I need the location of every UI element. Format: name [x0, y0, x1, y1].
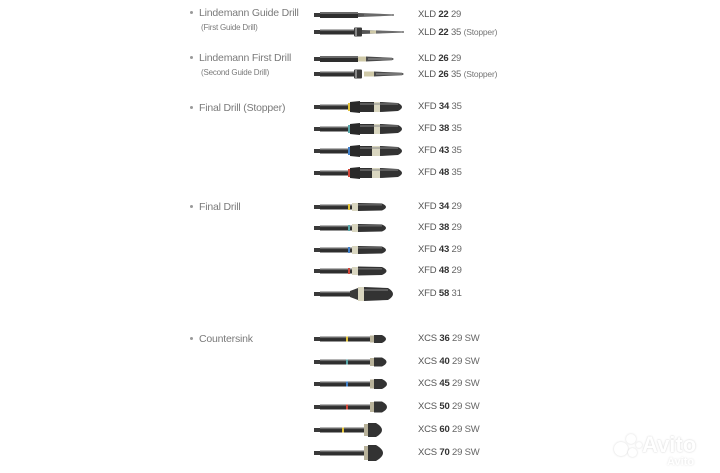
- group-label-countersink: [190, 333, 253, 346]
- list-item: [314, 377, 514, 391]
- bullet-icon: [190, 106, 193, 109]
- product-code: XFD 43 35: [418, 145, 462, 156]
- final-drill-stopper-icon: [314, 144, 406, 158]
- watermark-text-small: Avito: [667, 456, 695, 468]
- group-title: Countersink: [199, 333, 253, 345]
- product-code: XFD 58 31: [418, 288, 462, 299]
- first-drill-icon: [314, 54, 406, 64]
- product-code: XFD 48 29: [418, 265, 462, 276]
- product-code: XFD 34 29: [418, 201, 462, 212]
- final-drill-icon: [314, 200, 406, 214]
- group-label-lindemann-guide-drill: [190, 7, 299, 33]
- list-item: [314, 100, 514, 114]
- product-code: XFD 34 35: [418, 101, 462, 112]
- product-code: XCS 36 29 SW: [418, 333, 480, 344]
- list-item: [314, 67, 514, 81]
- countersink-icon: [314, 400, 406, 414]
- product-code: XCS 40 29 SW: [418, 356, 480, 367]
- list-item: [314, 200, 514, 214]
- guide-drill-stopper-icon: [314, 27, 406, 37]
- product-code: XCS 50 29 SW: [418, 401, 480, 412]
- group-subtitle: (First Guide Drill): [201, 23, 258, 32]
- group-label-final-drill-stopper: [190, 102, 285, 115]
- product-code: XFD 38 29: [418, 222, 462, 233]
- bullet-icon: [190, 337, 193, 340]
- product-code: XLD 22 35 (Stopper): [418, 27, 498, 38]
- list-item: [314, 287, 514, 301]
- group-title: Final Drill (Stopper): [199, 102, 286, 114]
- product-code: XFD 48 35: [418, 167, 462, 178]
- bullet-icon: [190, 11, 193, 14]
- final-drill-icon: [314, 221, 406, 235]
- countersink-icon: [314, 377, 406, 391]
- list-item: [314, 221, 514, 235]
- final-drill-stopper-icon: [314, 100, 406, 114]
- list-item: [314, 166, 514, 180]
- list-item: [314, 423, 514, 437]
- list-item: [314, 25, 514, 39]
- avito-watermark: [612, 432, 712, 468]
- list-item: [314, 400, 514, 414]
- final-drill-stopper-icon: [314, 166, 406, 180]
- list-item: [314, 332, 514, 346]
- list-item: [314, 243, 514, 257]
- product-code: XLD 26 29: [418, 53, 462, 64]
- bullet-icon: [190, 56, 193, 59]
- list-item: [314, 144, 514, 158]
- product-code: XFD 38 35: [418, 123, 462, 134]
- list-item: [314, 446, 514, 460]
- first-drill-stopper-icon: [314, 69, 406, 79]
- product-code: XLD 26 35 (Stopper): [418, 69, 498, 80]
- countersink-icon: [314, 332, 406, 346]
- guide-drill-icon: [314, 10, 406, 20]
- group-label-lindemann-first-drill: [190, 52, 291, 78]
- list-item: [314, 122, 514, 136]
- product-code: XCS 60 29 SW: [418, 424, 480, 435]
- product-code: XCS 45 29 SW: [418, 378, 480, 389]
- group-label-final-drill: [190, 201, 241, 214]
- final-drill-stopper-icon: [314, 122, 406, 136]
- countersink-icon: [314, 422, 406, 438]
- watermark-text: Avito: [642, 432, 697, 457]
- countersink-icon: [314, 355, 406, 369]
- group-subtitle: (Second Guide Drill): [201, 68, 270, 77]
- product-code: XLD 22 29: [418, 9, 462, 20]
- list-item: [314, 355, 514, 369]
- group-title: Final Drill: [199, 201, 241, 213]
- list-item: [314, 8, 514, 22]
- countersink-icon: [314, 444, 406, 462]
- list-item: [314, 264, 514, 278]
- final-drill-large-icon: [314, 286, 406, 302]
- list-item: [314, 52, 514, 66]
- group-title: Lindemann First Drill: [199, 52, 292, 64]
- bullet-icon: [190, 205, 193, 208]
- product-code: XFD 43 29: [418, 244, 462, 255]
- product-code: XCS 70 29 SW: [418, 447, 480, 458]
- final-drill-icon: [314, 264, 406, 278]
- final-drill-icon: [314, 243, 406, 257]
- group-title: Lindemann Guide Drill: [199, 7, 299, 19]
